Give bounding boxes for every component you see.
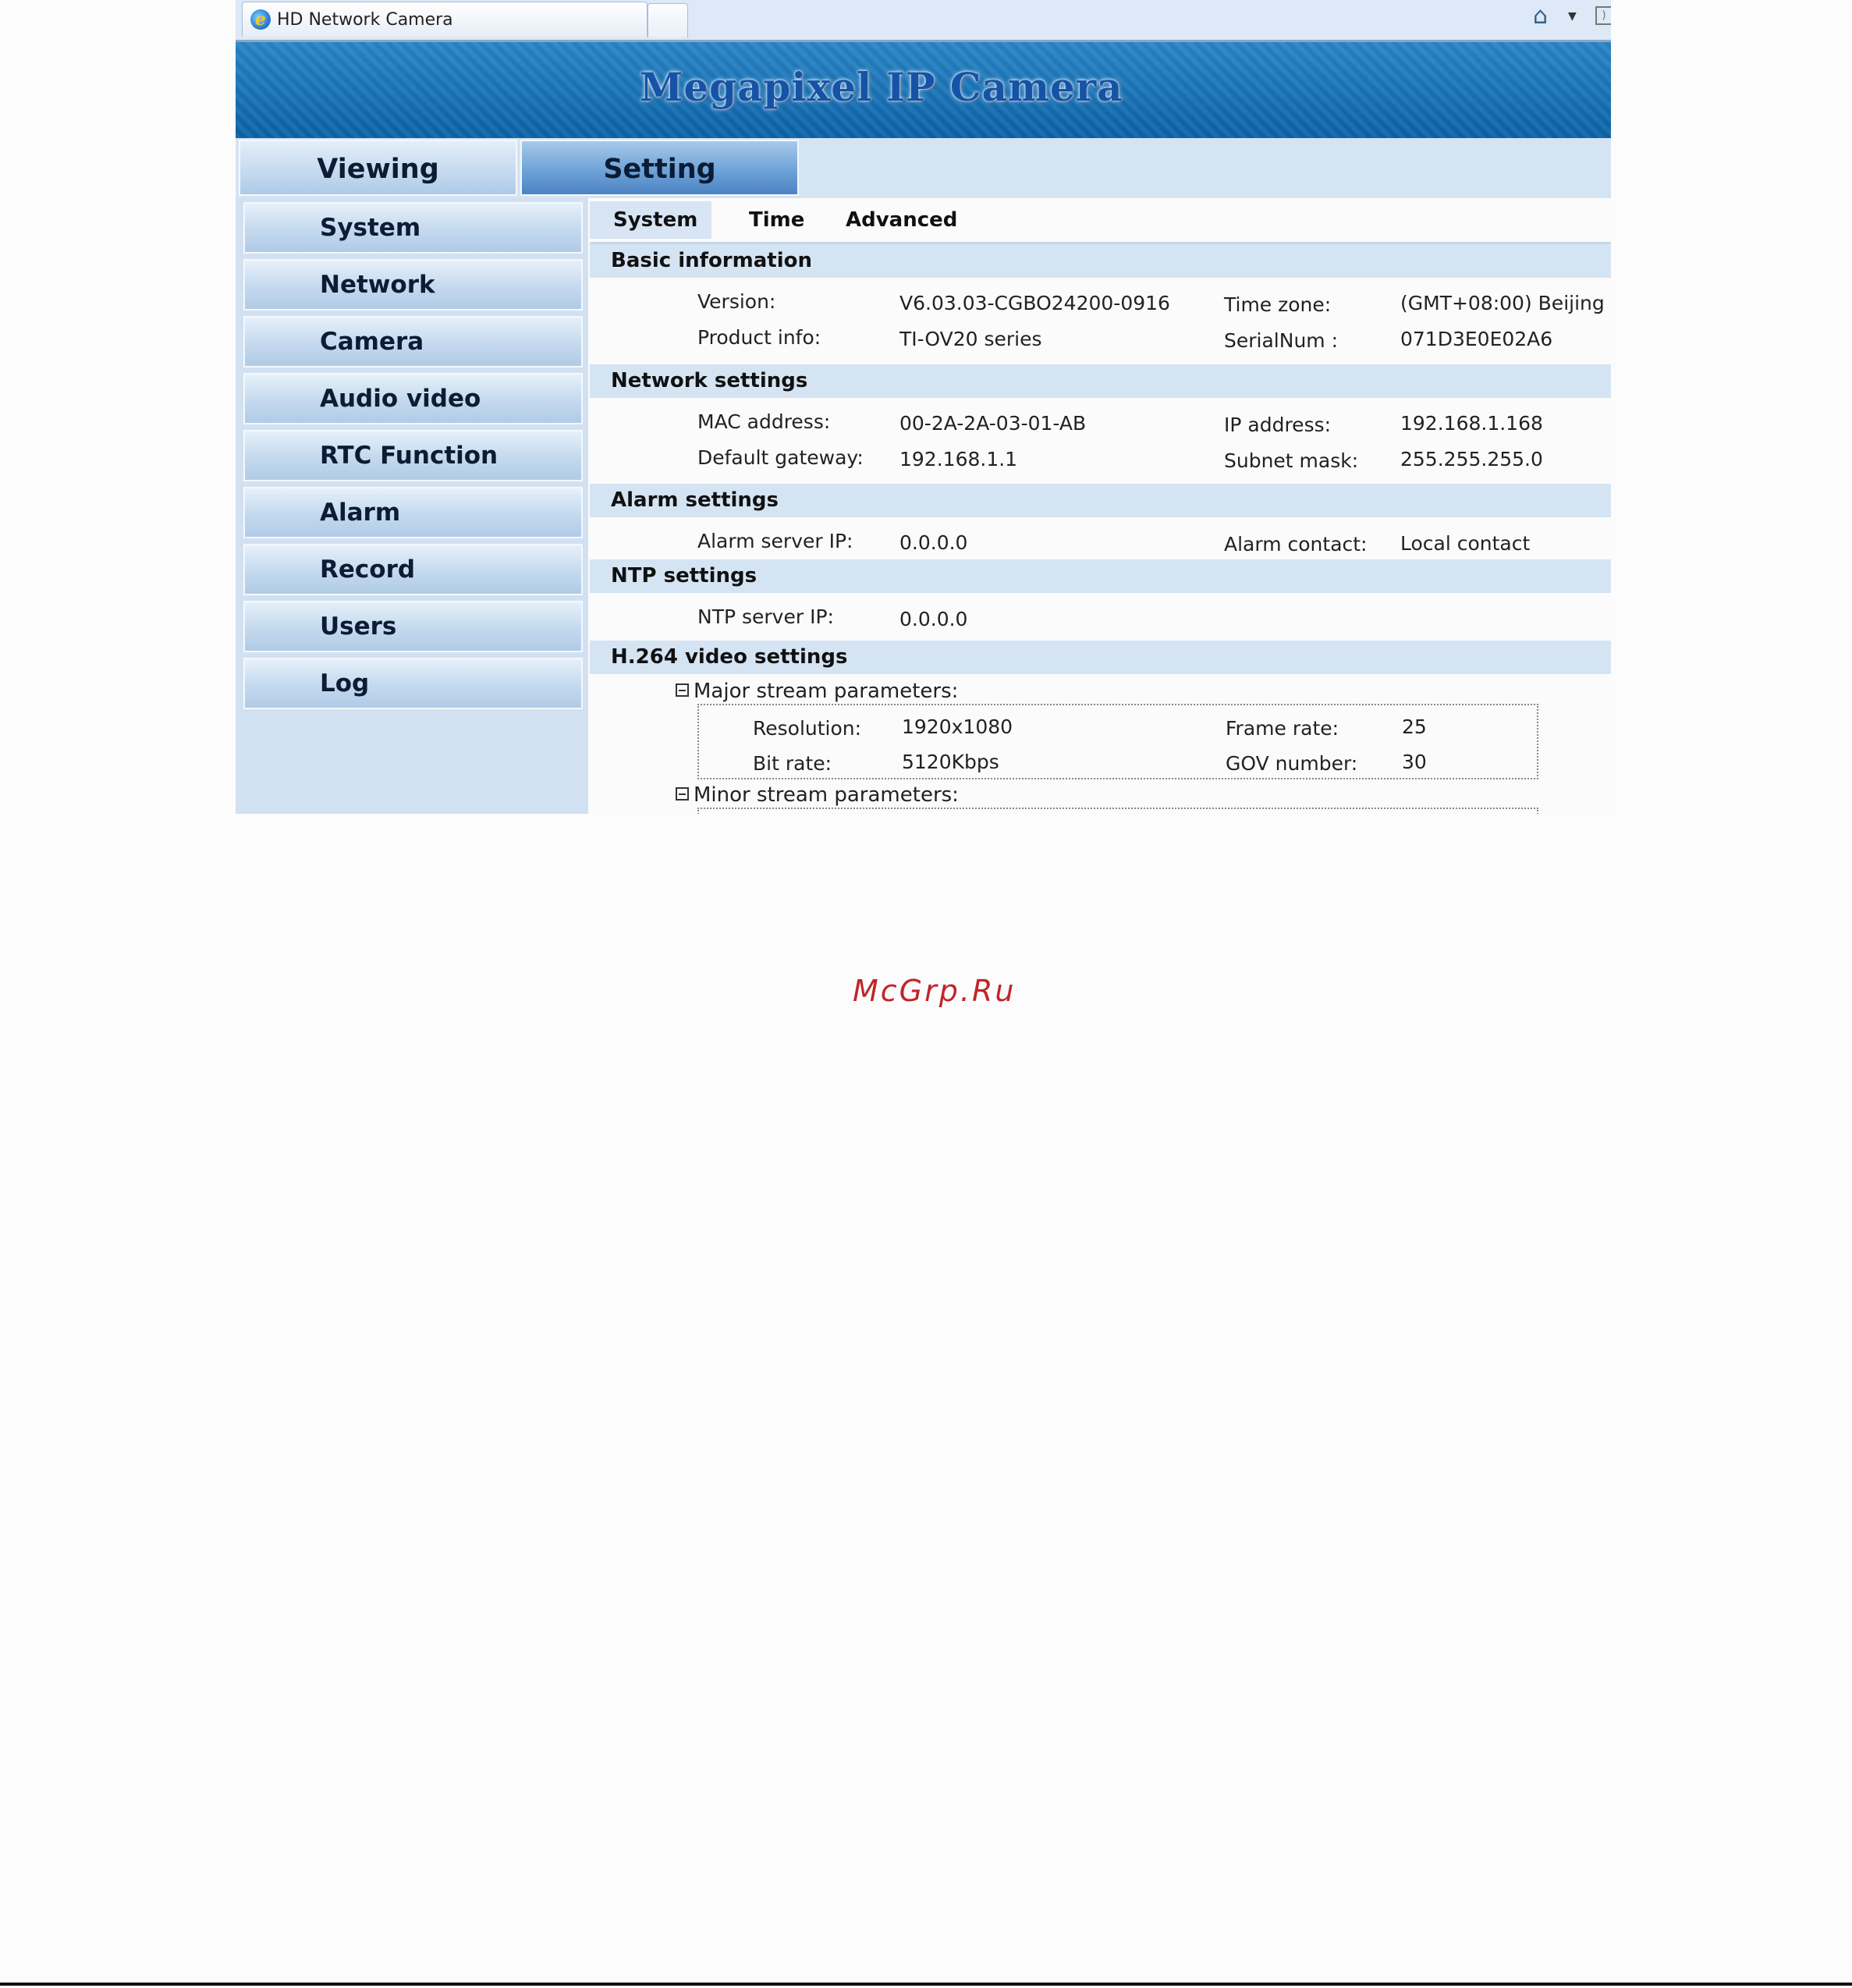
feed-icon[interactable]: ) xyxy=(1595,6,1611,25)
ip-address-value: 192.168.1.168 xyxy=(1400,412,1543,435)
ntp-server-ip-label: NTP server IP: xyxy=(697,605,834,628)
section-network-settings: Network settings xyxy=(590,364,1611,398)
timezone-value: (GMT+08:00) Beijing xyxy=(1400,292,1605,314)
major-stream-node[interactable] xyxy=(676,680,958,703)
serial-number-value: 071D3E0E02A6 xyxy=(1400,328,1553,350)
sidebar-item-record[interactable]: Record xyxy=(243,544,583,595)
mac-address-label: MAC address: xyxy=(697,410,831,433)
app-title: Megapixel IP Camera xyxy=(640,64,1123,110)
dropdown-arrow-icon[interactable]: ▼ xyxy=(1568,10,1577,23)
bit-rate-value: 5120Kbps xyxy=(902,751,999,773)
frame-rate-value: 25 xyxy=(1402,715,1427,738)
version-value: V6.03.03-CGBO24200-0916 xyxy=(899,292,1170,314)
collapse-icon[interactable] xyxy=(676,787,689,801)
alarm-contact-value: Local contact xyxy=(1400,532,1531,555)
section-h264-video-settings: H.264 video settings xyxy=(590,641,1611,674)
sidebar-item-rtc-function[interactable]: RTC Function xyxy=(243,430,583,481)
gov-number-value: 30 xyxy=(1402,751,1427,773)
sidebar-item-alarm[interactable]: Alarm xyxy=(243,487,583,538)
collapse-icon[interactable] xyxy=(676,683,689,697)
minor-stream-box xyxy=(697,808,1538,814)
sidebar-item-users[interactable]: Users xyxy=(243,601,583,652)
sidebar-item-system[interactable]: System xyxy=(243,202,583,254)
minor-stream-node[interactable] xyxy=(676,783,959,807)
sidebar xyxy=(236,198,588,814)
sidebar-item-audio-video[interactable]: Audio video xyxy=(243,373,583,424)
browser-tab-title: HD Network Camera xyxy=(277,10,453,30)
section-alarm-settings: Alarm settings xyxy=(590,484,1611,517)
bit-rate-label: Bit rate: xyxy=(753,752,832,775)
tab-setting[interactable]: Setting xyxy=(520,140,799,196)
app-banner xyxy=(236,42,1611,138)
new-tab-button[interactable] xyxy=(647,3,688,37)
watermark-text: McGrp.Ru xyxy=(853,974,1016,1008)
subnet-mask-value: 255.255.255.0 xyxy=(1400,448,1543,470)
settings-content xyxy=(590,198,1611,814)
ip-address-label: IP address: xyxy=(1224,414,1332,436)
tab-viewing[interactable]: Viewing xyxy=(239,140,517,196)
sidebar-item-log[interactable]: Log xyxy=(243,658,583,709)
alarm-server-ip-value: 0.0.0.0 xyxy=(899,531,968,554)
resolution-value: 1920x1080 xyxy=(902,715,1013,738)
default-gateway-label: Default gateway: xyxy=(697,446,864,469)
ntp-server-ip-value: 0.0.0.0 xyxy=(899,608,968,630)
browser-tab-bar xyxy=(236,0,1611,42)
sub-tabs xyxy=(590,198,1611,244)
gov-number-label: GOV number: xyxy=(1226,752,1358,775)
mac-address-value: 00-2A-2A-03-01-AB xyxy=(899,412,1087,435)
subnet-mask-label: Subnet mask: xyxy=(1224,449,1359,472)
product-info-value: TI-OV20 series xyxy=(899,328,1042,350)
section-ntp-settings: NTP settings xyxy=(590,559,1611,593)
resolution-label: Resolution: xyxy=(753,717,862,740)
major-stream-label: Major stream parameters: xyxy=(694,680,959,703)
browser-tab[interactable] xyxy=(242,2,647,37)
tab-system[interactable]: System xyxy=(590,201,711,239)
internet-explorer-icon: e xyxy=(250,9,271,30)
alarm-server-ip-label: Alarm server IP: xyxy=(697,530,853,552)
default-gateway-value: 192.168.1.1 xyxy=(899,448,1018,470)
version-label: Version: xyxy=(697,290,776,313)
timezone-label: Time zone: xyxy=(1224,293,1332,316)
sidebar-item-camera[interactable]: Camera xyxy=(243,316,583,367)
tab-advanced[interactable]: Advanced xyxy=(846,208,958,232)
main-nav xyxy=(236,138,1611,198)
home-icon[interactable]: ⌂ xyxy=(1533,2,1549,30)
minor-stream-label: Minor stream parameters: xyxy=(694,783,959,807)
product-info-label: Product info: xyxy=(697,326,821,349)
frame-rate-label: Frame rate: xyxy=(1226,717,1339,740)
sidebar-item-network[interactable]: Network xyxy=(243,259,583,311)
tab-time[interactable]: Time xyxy=(749,208,805,232)
bottom-divider xyxy=(0,1983,1852,1986)
serial-number-label: SerialNum : xyxy=(1224,329,1339,352)
section-basic-information: Basic information xyxy=(590,244,1611,278)
alarm-contact-label: Alarm contact: xyxy=(1224,533,1368,556)
